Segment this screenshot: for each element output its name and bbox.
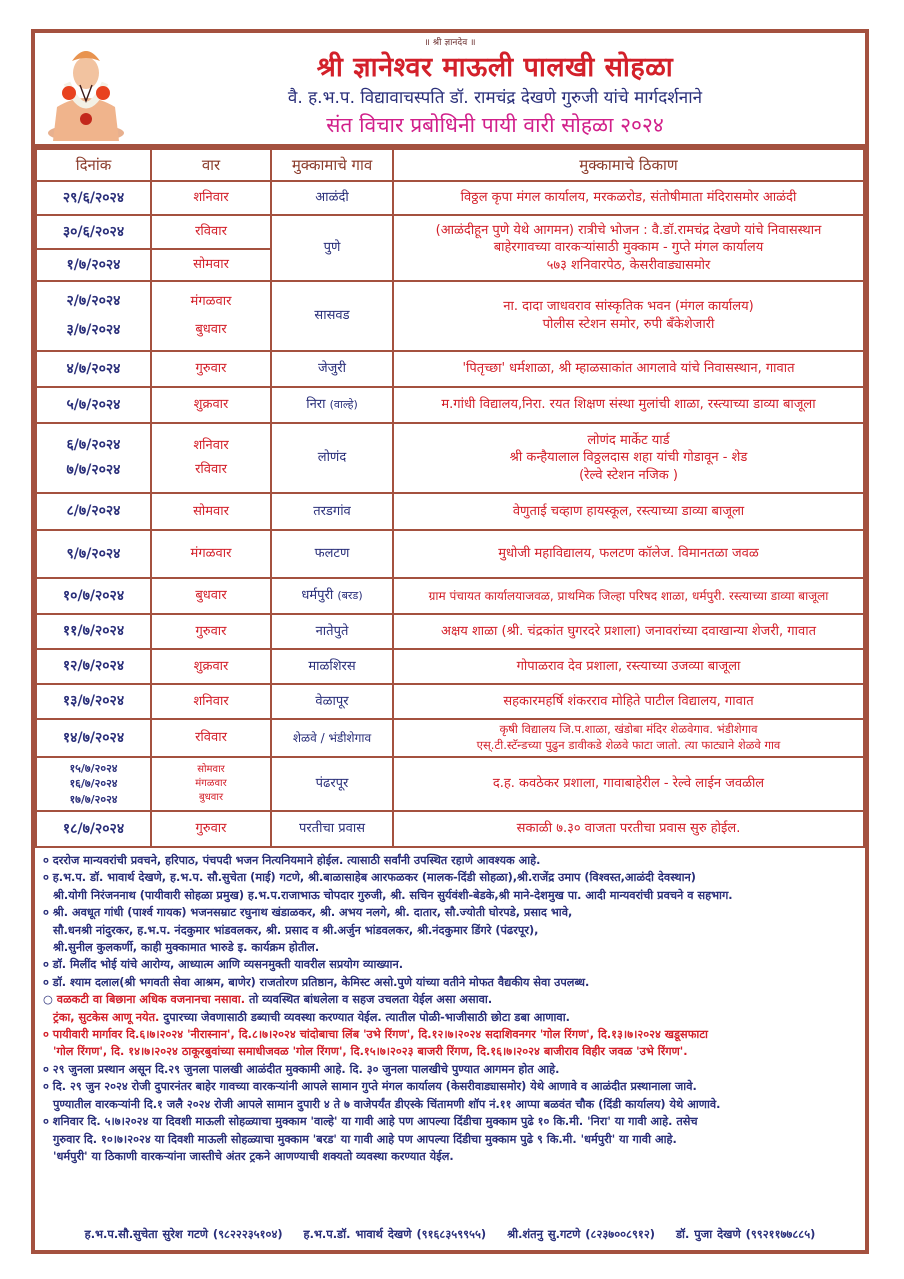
page-title: श्री ज्ञानेश्वर माऊली पालखी सोहळा bbox=[316, 52, 674, 83]
village-cell bbox=[271, 578, 393, 614]
date-cell bbox=[36, 757, 151, 811]
place-line: ५७३ शनिवारपेठ, केसरीवाड्यासमोर bbox=[546, 257, 711, 273]
village-cell: तरडगांव bbox=[271, 493, 393, 530]
date-line: १५/७/२०२४ bbox=[69, 761, 118, 775]
day-cell: शनिवार bbox=[151, 684, 271, 719]
table-row bbox=[36, 423, 864, 493]
day-line: मंगळवार bbox=[190, 294, 232, 310]
date-line: १६/७/२०२४ bbox=[69, 777, 118, 791]
date-cell: ३०/६/२०२४ bbox=[36, 215, 151, 249]
day-cell: रविवार bbox=[151, 719, 271, 757]
place-cell: मुधोजी महाविद्यालय, फलटण कॉलेज. विमानतळा जवळ bbox=[393, 530, 864, 578]
place-cell: सहकारमहर्षि शंकरराव मोहिते पाटील विद्यालय, गावात bbox=[393, 684, 864, 719]
schedule-table bbox=[35, 148, 865, 848]
date-line: ७/७/२०२४ bbox=[66, 462, 121, 478]
place-line: ना. दादा जाधवराव सांस्कृतिक भवन (मंगल कार्यालय) bbox=[503, 299, 754, 315]
note-text: दुपारच्या जेवणासाठी डब्याची व्यवस्था करण्यात येईल. त्यातील पोळी-भाजीसाठी छोटा डबा आणावा. bbox=[163, 1010, 570, 1024]
place-cell: अक्षय शाळा (श्री. चंद्रकांत घुगरदरे प्रशाला) जनावरांच्या दवाखान्या शेजरी, गावात bbox=[393, 614, 864, 649]
village-cell: नातेपुते bbox=[271, 614, 393, 649]
day-cell: सोमवार bbox=[151, 249, 271, 281]
note-item: ० डॉ. श्याम दलाल(श्री भगवती सेवा आश्रम, बाणेर) राजतोरण प्रतिष्ठान, केमिस्ट असो.पुणे यांच्या वतीने मोफत वैद्यकीय सेवा उपलब्ध. bbox=[43, 975, 590, 989]
village-cell: लोणंद bbox=[271, 423, 393, 493]
date-cell: १३/७/२०२४ bbox=[36, 684, 151, 719]
day-cell bbox=[151, 423, 271, 493]
note-item: ० २९ जुनला प्रस्थान असून दि.२९ जुनला पालखी आळंदीत मुक्कामी आहे. दि. ३० जुनला पालखीचे पुण्यात आगमन होत आहे. bbox=[43, 1062, 560, 1076]
table-row bbox=[36, 281, 864, 351]
note-item: 'धर्मपुरी' या ठिकाणी वारकऱ्यांना जास्तीचे अंतर ट्रकने आणण्याची शक्यतो व्यवस्था करण्यात येईल. bbox=[53, 1149, 454, 1163]
place-line: बाहेरगावच्या वारकऱ्यांसाठी मुक्काम - गुप्ते मंगल कार्यालय bbox=[493, 240, 764, 256]
place-cell: द.ह. कवठेकर प्रशाला, गावाबाहेरील - रेल्वे लाईन जवळील bbox=[393, 757, 864, 811]
date-cell: १२/७/२०२४ bbox=[36, 649, 151, 684]
day-line: रविवार bbox=[195, 462, 227, 477]
event-title: संत विचार प्रबोधिनी पायी वारी सोहळा २०२४ bbox=[326, 113, 664, 137]
place-cell: 'पितृच्छा' धर्मशाळा, श्री म्हाळसाकांत आगलावे यांचे निवासस्थान, गावात bbox=[393, 351, 864, 387]
note-item: ○ वळकटी वा बिछाना अधिक वजनानचा नसावा. तो व्यवस्थित बांधलेला व सहज उचलता येईल असा असावा. bbox=[43, 993, 493, 1007]
place-line: लोणंद मार्केट यार्ड bbox=[587, 432, 670, 448]
village-cell: सासवड bbox=[271, 281, 393, 351]
column-header-village: मुक्कामाचे गाव bbox=[271, 149, 393, 181]
place-cell bbox=[393, 215, 864, 281]
village-note: (वाल्हे) bbox=[329, 398, 358, 412]
column-header-place: मुक्कामाचे ठिकाण bbox=[393, 149, 864, 181]
contact-item: श्री.शंतनु सु.गटणे (८२३७००८९१२) bbox=[507, 1227, 655, 1241]
village-name: निरा bbox=[306, 397, 326, 413]
date-cell: २९/६/२०२४ bbox=[36, 181, 151, 215]
date-cell bbox=[36, 281, 151, 351]
table-row bbox=[36, 387, 864, 423]
place-line: पोलीस स्टेशन समोर, रुपी बँकेशेजारी bbox=[542, 317, 715, 332]
place-line: कृषी विद्यालय जि.प.शाळा, खंडोबा मंदिर शेळवेगाव. भंडीशेगाव bbox=[499, 722, 758, 737]
day-cell: सोमवार bbox=[151, 493, 271, 530]
day-cell: रविवार bbox=[151, 215, 271, 249]
village-cell: फलटण bbox=[271, 530, 393, 578]
date-cell: ८/७/२०२४ bbox=[36, 493, 151, 530]
note-item: ० डॉ. मिलींद भोई यांचे आरोग्य, आध्यात्म आणि व्यसनमुक्ती यावरील सप्रयोग व्याख्यान. bbox=[43, 958, 404, 972]
date-cell: १८/७/२०२४ bbox=[36, 811, 151, 847]
date-cell: ११/७/२०२४ bbox=[36, 614, 151, 649]
date-line: ३/७/२०२४ bbox=[66, 322, 121, 338]
place-cell: गोपाळराव देव प्रशाला, रस्त्याच्या उजव्या बाजूला bbox=[393, 649, 864, 684]
day-cell: शुक्रवार bbox=[151, 649, 271, 684]
day-line: सोमवार bbox=[197, 764, 225, 775]
place-cell: वेणुताई चव्हाण हायस्कूल, रस्त्याच्या डाव्या बाजूला bbox=[393, 493, 864, 530]
date-cell: १०/७/२०२४ bbox=[36, 578, 151, 614]
date-cell: ९/७/२०२४ bbox=[36, 530, 151, 578]
village-cell: शेळवे / भंडीशेगाव bbox=[271, 719, 393, 757]
place-cell: म.गांधी विद्यालय,निरा. रयत शिक्षण संस्था मुलांची शाळा, रस्त्याच्या डाव्या बाजूला bbox=[393, 387, 864, 423]
day-line: मंगळवार bbox=[195, 778, 227, 789]
village-cell bbox=[271, 387, 393, 423]
date-cell: १/७/२०२४ bbox=[36, 249, 151, 281]
place-cell bbox=[393, 423, 864, 493]
day-line: बुधवार bbox=[195, 322, 227, 337]
day-cell bbox=[151, 757, 271, 811]
village-cell: पंढरपूर bbox=[271, 757, 393, 811]
place-cell: ग्राम पंचायत कार्यालयाजवळ, प्राथमिक जिल्हा परिषद शाळा, धर्मपुरी. रस्त्याच्या डाव्या बाजूला bbox=[393, 578, 864, 614]
day-cell: शुक्रवार bbox=[151, 387, 271, 423]
note-item: पुण्यातील वारकऱ्यांनी दि.१ जलै २०२४ रोजी आपले सामान दुपारी ४ ते ७ वाजेपर्यंत डीएस्के चिंतामणी शॉप नं.११ आप्पा बळवंत चौक (दिंडी कार्यालय) येथे आणावे. bbox=[53, 1097, 721, 1111]
date-line: ६/७/२०२४ bbox=[66, 437, 121, 454]
note-item: सौ.धनश्री नांदुरकर, ह.भ.प. नंदकुमार भांडवलकर, श्री. प्रसाद व श्री.अर्जुन भांडवलकर, श्री.नंदकुमार डिंगरे (पंढरपूर), bbox=[53, 923, 539, 937]
note-item: ० दररोज मान्यवरांची प्रवचने, हरिपाठ, पंचपदी भजन नित्यनियमाने होईल. त्यासाठी सर्वांनी उपस्थित रहाणे आवश्यक आहे. bbox=[43, 854, 541, 867]
day-line: शनिवार bbox=[193, 438, 229, 454]
note-warning: ट्रंका, सुटकेस आणू नयेत. bbox=[53, 1010, 160, 1024]
table-row bbox=[36, 181, 864, 215]
saint-idol-icon bbox=[45, 37, 127, 141]
table-row bbox=[36, 351, 864, 387]
note-item: ० श्री. अवधूत गांधी (पार्श्व गायक) भजनसम्राट रघुनाथ खंडाळकर, श्री. अभय नलगे, श्री. दातार, सौ.ज्योती घोरपडे, प्रसाद भावे, bbox=[43, 906, 573, 920]
village-name: धर्मपुरी bbox=[301, 588, 334, 604]
notes-section bbox=[35, 848, 865, 1165]
place-cell: विठ्ठल कृपा मंगल कार्यालय, मरकळरोड, संतोषीमाता मंदिरासमोर आळंदी bbox=[393, 181, 864, 215]
note-item: ० ह.भ.प. डॉ. भावार्थ देखणे, ह.भ.प. सौ.सुचेता (माई) गटणे, श्री.बाळासाहेब आरफळकर (मालक-दिंडी सोहळा),श्री.राजेंद्र उमाप (विश्वस्त,आळंदी देवस्थान) bbox=[43, 871, 696, 885]
place-line: एस्.टी.स्टॅन्डच्या पुढुन डावीकडे शेळवे फाटा जातो. त्या फाट्याने शेळवे गाव bbox=[476, 738, 781, 752]
table-row bbox=[36, 215, 864, 249]
note-item: ० पायीवारी मार्गावर दि.६।७।२०२४ 'नीरास्नान', दि.८।७।२०२४ चांदोबाचा लिंब 'उभे रिंगण', दि.१२।७।२०२४ सदाशिवनगर 'गोल रिंगण', दि.१३।७।२०२४ खडूसफाटा bbox=[43, 1028, 708, 1042]
place-cell bbox=[393, 281, 864, 351]
table-row bbox=[36, 757, 864, 811]
note-item: श्री.योगी निरंजननाथ (पायीवारी सोहळा प्रमुख) ह.भ.प.राजाभाऊ चोपदार गुरुजी, श्री. सचिन सुर्यवंशी-बेडके,श्री माने-देशमुख पा. आदी मान्यवरांची प्रवचने व सहभाग. bbox=[53, 888, 733, 902]
village-cell: आळंदी bbox=[271, 181, 393, 215]
village-cell: परतीचा प्रवास bbox=[271, 811, 393, 847]
village-cell: वेळापूर bbox=[271, 684, 393, 719]
place-line: (आळंदीहून पुणे येथे आगमन) रात्रीचे भोजन : वै.डॉ.रामचंद्र देखणे यांचे निवासस्थान bbox=[435, 222, 822, 238]
note-item: 'गोल रिंगण', दि. १४।७।२०२४ ठाकूरबुवांच्या समाधीजवळ 'गोल रिंगण', दि.१५।७।२०२३ बाजरी रिंगण, दि.१६।७।२०२४ बाजीराव विहीर जवळ 'उभे रिंगण'. bbox=[53, 1045, 688, 1059]
column-header-day: वार bbox=[151, 149, 271, 181]
table-header-row bbox=[36, 149, 864, 181]
contact-item: ह.भ.प.डॉ. भावार्थ देखणे (९१६८३५९९५५) bbox=[303, 1227, 487, 1241]
invocation-text: ॥ श्री ज्ञानदेव ॥ bbox=[424, 38, 476, 48]
table-row bbox=[36, 530, 864, 578]
date-cell: १४/७/२०२४ bbox=[36, 719, 151, 757]
place-cell: सकाळी ७.३० वाजता परतीचा प्रवास सुरु होईल. bbox=[393, 811, 864, 847]
day-cell: गुरुवार bbox=[151, 614, 271, 649]
day-cell bbox=[151, 281, 271, 351]
table-row bbox=[36, 578, 864, 614]
date-line: १७/७/२०२४ bbox=[69, 792, 118, 806]
date-cell: ५/७/२०२४ bbox=[36, 387, 151, 423]
note-text: तो व्यवस्थित बांधलेला व सहज उचलता येईल असा असावा. bbox=[248, 993, 493, 1007]
village-cell: जेजुरी bbox=[271, 351, 393, 387]
page-subtitle: वै. ह.भ.प. विद्यावाचस्पति डॉ. रामचंद्र देखणे गुरुजी यांचे मार्गदर्शनाने bbox=[287, 88, 703, 108]
place-line: (रेल्वे स्टेशन नजिक ) bbox=[579, 467, 678, 483]
table-row bbox=[36, 719, 864, 757]
day-cell: शनिवार bbox=[151, 181, 271, 215]
note-item: गुरुवार दि. १०।७।२०२४ या दिवशी माऊली सोहळ्याचा मुक्काम 'बरड' या गावी आहे पण आपल्या दिंडीचा मुक्काम पुढे ९ कि.मी. 'धर्मपुरी' या गावी आहे. bbox=[53, 1132, 677, 1146]
table-row bbox=[36, 614, 864, 649]
table-row bbox=[36, 684, 864, 719]
table-row bbox=[36, 649, 864, 684]
place-line: श्री कन्हैयालाल विठ्ठलदास शहा यांची गोडावून - शेड bbox=[509, 450, 748, 466]
village-note: (बरड) bbox=[337, 589, 363, 603]
date-cell bbox=[36, 423, 151, 493]
day-cell: गुरुवार bbox=[151, 811, 271, 847]
day-cell: मंगळवार bbox=[151, 530, 271, 578]
place-cell bbox=[393, 719, 864, 757]
village-cell: माळशिरस bbox=[271, 649, 393, 684]
day-line: बुधवार bbox=[198, 792, 224, 803]
contacts-row bbox=[35, 1227, 865, 1242]
note-item: ० शनिवार दि. ५।७।२०२४ या दिवशी माऊली सोहळ्याचा मुक्काम 'वाल्हे' या गावी आहे पण आपल्या दिंडीचा मुक्काम पुढे १० कि.मी. 'निरा' या गावी आहे. तसेच bbox=[43, 1115, 698, 1129]
note-warning: वळकटी वा बिछाना अधिक वजनानचा नसावा. bbox=[56, 993, 245, 1007]
date-line: २/७/२०२४ bbox=[66, 293, 121, 310]
column-header-date: दिनांक bbox=[36, 149, 151, 181]
village-cell: पुणे bbox=[271, 215, 393, 281]
contact-item: डॉ. पुजा देखणे (९९२११७७८८५) bbox=[675, 1227, 816, 1241]
day-cell: गुरुवार bbox=[151, 351, 271, 387]
note-item: श्री.सुनील कुलकर्णी, काही मुक्कामात भारुडे इ. कार्यक्रम होतील. bbox=[53, 941, 320, 955]
table-row bbox=[36, 493, 864, 530]
note-item: ० दि. २९ जुन २०२४ रोजी दुपारनंतर बाहेर गावच्या वारकऱ्यांनी आपले सामान गुप्ते मंगल कार्यालय (केसरीवाड्यासमोर) येथे आणावे व आळंदीत प्रस्थानाला जावे. bbox=[43, 1080, 697, 1094]
day-cell: बुधवार bbox=[151, 578, 271, 614]
table-row bbox=[36, 811, 864, 847]
schedule-poster bbox=[31, 29, 869, 1254]
contact-item: ह.भ.प.सौ.सुचेता सुरेश गटणे (९८२२२३५१०४) bbox=[84, 1227, 283, 1241]
poster-header bbox=[35, 33, 865, 148]
note-item bbox=[43, 1009, 857, 1026]
date-cell: ४/७/२०२४ bbox=[36, 351, 151, 387]
